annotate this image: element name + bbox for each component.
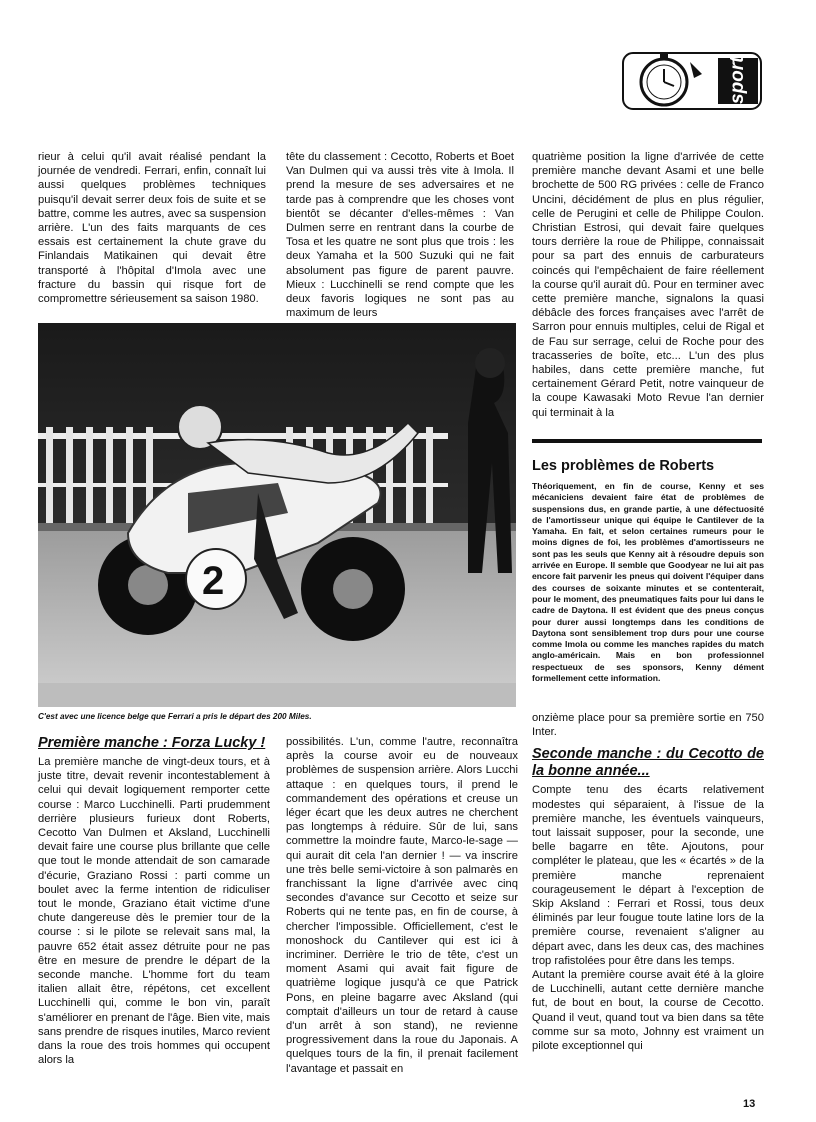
paragraph: Compte tenu des écarts relativement modestes qui séparaient, à l'issue de la première manche, les éventuels vainqueurs, tout laissait supposer, pour la seconde, une belle bagarre en tête. Ajoutons, pour compléter le plateau, que les « écartés » de la première manche reprenaient courageusement le départ à l'exception de Skip Aksland : Ferrari et Rossi, tous deux éliminés par leur fougue toute latine lors de la première course, revenaient s'aligner au départ avec, dans les deux cas, des machines trop rafistolées pour être dans les temps. <box>532 784 764 967</box>
section-heading-seconde-manche: Seconde manche : du Cecotto de la bonne année... <box>532 746 764 780</box>
sidebar-text: Théoriquement, en fin de course, Kenny et ses mécaniciens devaient faire état de problèmes de suspensions dus, en grande partie, à une défectuosité de l'amortisseur unique qui équipe le Cantilever de la Yamaha. En fait, et selon certaines rumeurs pour le moins dignes de foi, les problèmes d'amortisseurs ne sont pas les seuls que Kenny ait à résoudre depuis son arrivée en Europe. Il semble que Goodyear ne lui ait pas encore fait parvenir les pneus qui doivent l'équiper dans des courses de soixante minutes et se contenterait, pour le moment, des pneumatiques faits pour lui dans le cadre de Daytona. Il est évident que des pneus conçus pour durer aussi longtemps dans les conditions de Daytona sont sensiblement trop durs pour une course comme Imola ou comme les manches rapides du match anglo-américain. Mais en bon professionnel respectueux de ses sponsors, Kenny dément formellement cette information. <box>532 481 764 684</box>
sidebar-rule <box>532 439 762 443</box>
logo-text: sport <box>727 56 748 104</box>
column-3-bottom <box>532 711 764 1053</box>
paragraph: La première manche de vingt-deux tours, et à juste titre, devait revenir incontestablement à celui qui devait logiquement remporter cette course : Marco Lucchinelli. Parti prudemment derrière plusieurs furieux dont Roberts, Cecotto Van Dulmen et Aksland, Lucchinelli devait faire une course plus brillante que celle que tout le monde attendait de son camarade d'écurie, Graziano Rossi : parti comme un boulet avec la ferme intention de ridiculiser tout le monde, Graziano était victime d'une chute dangereuse dès le premier tour de la course : si le pilote se relevait sans mal, la pauvre 652 était assez détruite pour ne pas être en mesure de prendre le départ de la seconde manche. L'homme fort du team italien allait être, répétons, cet excellent Lucchinelli qui, comme le bon vin, paraît s'améliorer en prenant de l'âge. Bien vite, mais sans prendre de risques inutiles, Marco revient dans la roue des trois hommes qui occupent alors la <box>38 756 270 1067</box>
sidebar-title: Les problèmes de Roberts <box>532 458 715 474</box>
paragraph: quatrième position la ligne d'arrivée de cette première manche devant Asami et une belle brochette de 500 RG privées : celle de Franco Uncini, décidément de plus en plus régulier, celle de Perugini et celle de Philippe Coulon. Christian Estrosi, qui devait faire quelques tours derrière la roue de Philippe, connaissait pour sa part des ennuis de carburateurs coincés qui l'empêchaient de faire réellement la course qu'il aurait dû. Pour en terminer avec cette première manche, signalons la quasi débâcle des forces françaises avec l'arrêt de Sarron pour ennuis multiples, celui de Rigal et de Fau sur serrage, celui de Roche pour des tracasseries de boîte, etc... L'un des plus habiles, dans cette première manche, fut certainement Gérard Petit, notre vainqueur de la coupe Kawasaki Moto Revue l'an dernier qui terminait à la <box>532 151 764 419</box>
column-1-bottom <box>38 735 270 1067</box>
bike-number: 2 <box>202 559 225 603</box>
photo-caption: C'est avec une licence belge que Ferrari a pris le départ des 200 Miles. <box>38 712 312 721</box>
column-2-top <box>286 150 514 320</box>
paragraph: onzième place pour sa première sortie en 750 Inter. <box>532 712 764 739</box>
race-photo <box>38 323 516 707</box>
paragraph: rieur à celui qu'il avait réalisé pendant la journée de vendredi. Ferrari, enfin, connaît lui aussi quelques problèmes techniques puisqu'il devait serrer deux fois de suite et se battre, comme les autres, avec sa suspension arrière. L'un des faits marquants de ces essais est certainement la chute grave du Finlandais Matikainen qui devait être transporté à l'hôpital d'Imola avec une fracture du bassin qui risque fort de compromettre sérieusement sa saison 1980. <box>38 151 266 306</box>
column-3-top <box>532 150 764 420</box>
paragraph: tête du classement : Cecotto, Roberts et Boet Van Dulmen qui va aussi très vite à Imola. Il prend la mesure de ses adversaires et ne tarde pas à comprendre que les choses vont bientôt se décanter d'elles-mêmes : Van Dulmen serre en rentrant dans la courbe de Tosa et les quatre ne sont plus que trois : les deux Yamaha et la 500 Suzuki qui ne fait absolument pas figure de parent pauvre. Mieux : Lucchinelli se rend compte que les deux favoris logiques ne sont pas au maximum de leurs <box>286 151 514 320</box>
page-number: 13 <box>743 1098 756 1110</box>
paragraph: possibilités. L'un, comme l'autre, reconnaîtra après la course avoir eu de nouveaux problèmes de suspension arrière. Alors Lucchi attaque : en quelques tours, il prend le commandement des opérations et creuse un léger écart que les deux autres ne cherchent pas longtemps à réduire. Sûr de lui, sans commettre la moindre faute, Marco-le-sage — qui aurait dit cela l'an dernier ! — va inscrire une très belle semi-victoire à son palmarès en franchissant la ligne d'arrivée avec cinq secondes d'avance sur Cecotto et seize sur Roberts qui ne tente pas, en fin de course, à chercher l'impossible. Officiellement, c'est le monoshock du Cantilever qui est ici à incriminer. Derrière le trio de tête, c'est un moment Asami qui avait fait figure de quatrième logique jusqu'à ce que Patrick Pons, en pleine bagarre avec Aksland (qui comptait d'ailleurs un tour de retard à cause d'un arrêt à son stand), ne revienne progressivement dans la roue du Japonais. A quelques tours de la fin, il prenait facilement l'avantage et passait en <box>286 736 518 1075</box>
sport-logo <box>622 52 762 110</box>
paragraph: Autant la première course avait été à la gloire de Lucchinelli, autant cette dernière manche fut, de bout en bout, la course de Cecotto. Quand il veut, quand tout va bien dans sa tête comme sur sa moto, Johnny est vraiment un pilote exceptionnel qui <box>532 969 764 1053</box>
section-heading-premiere-manche: Première manche : Forza Lucky ! <box>38 735 266 751</box>
column-2-bottom <box>286 735 518 1076</box>
column-1-top <box>38 150 266 306</box>
